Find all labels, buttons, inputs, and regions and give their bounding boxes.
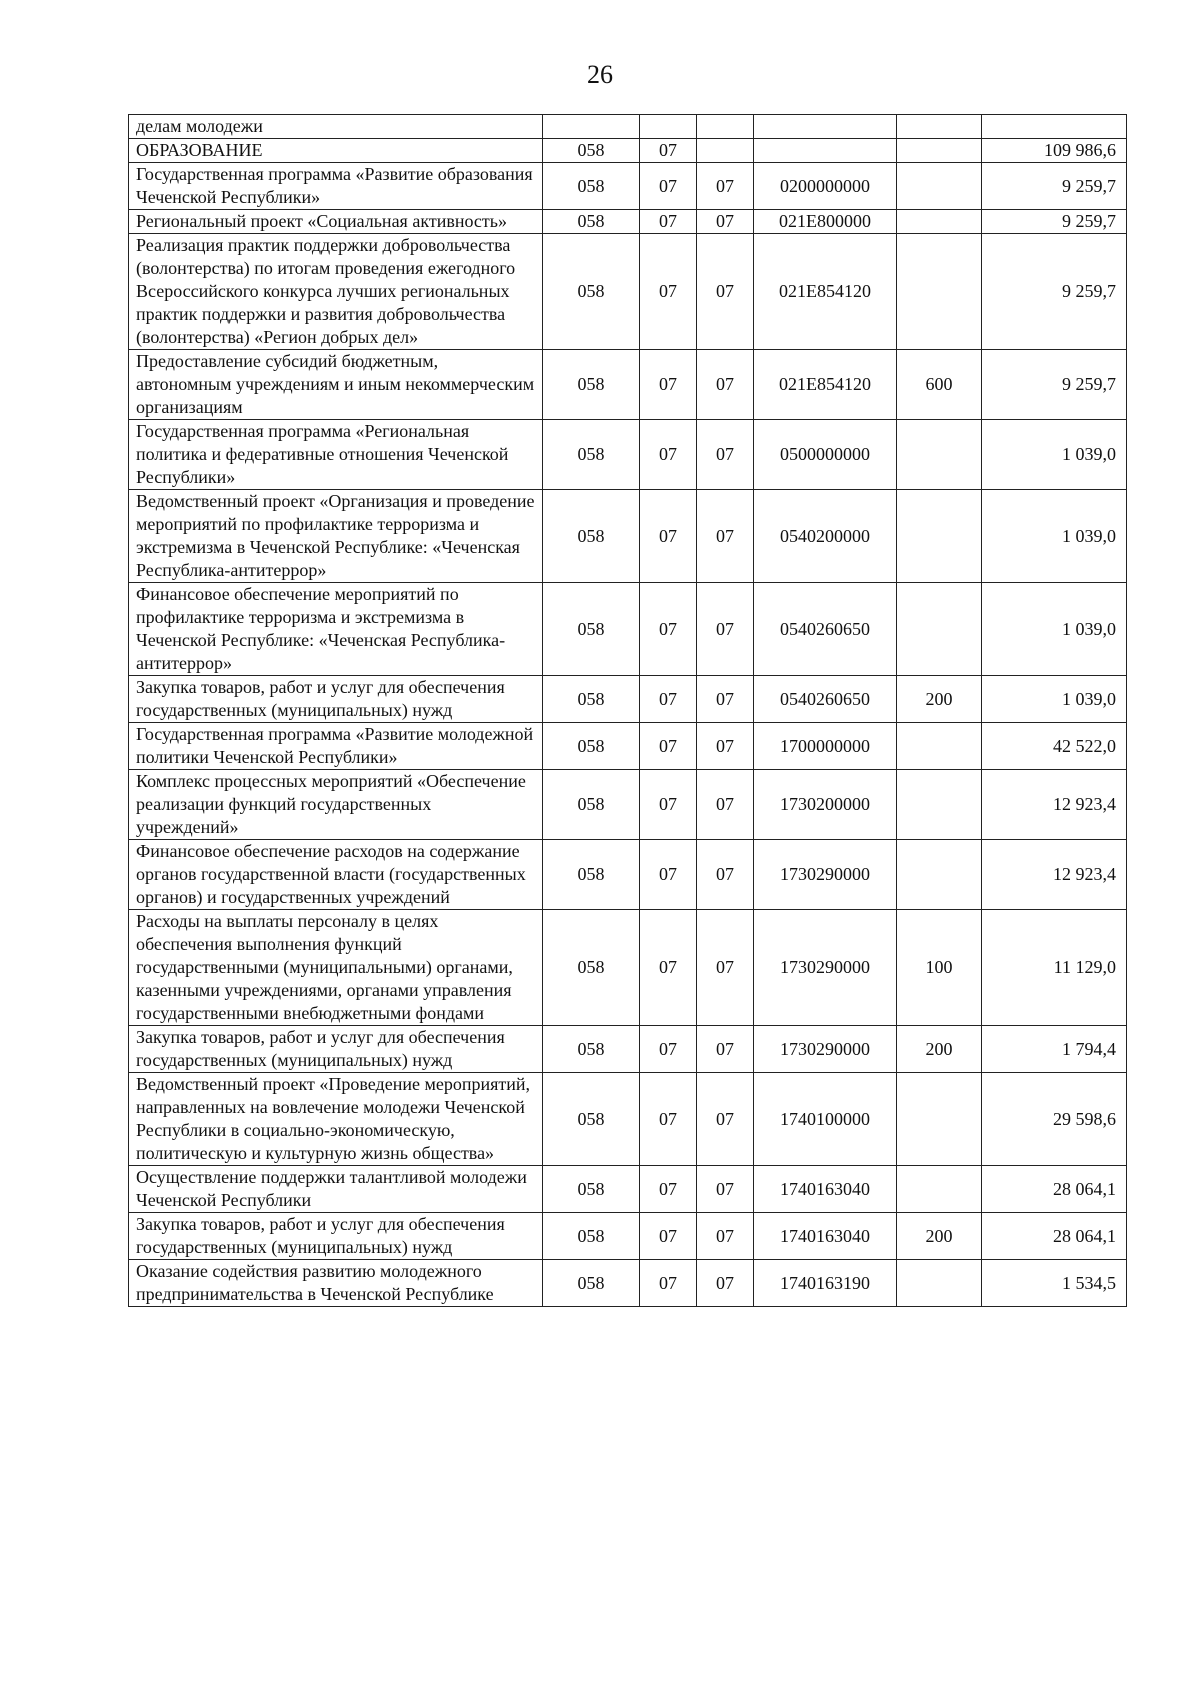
row-target-article-code: 1740163040 (754, 1213, 897, 1260)
row-name: Ведомственный проект «Организация и проведение мероприятий по профилактике терроризма и экстремизма в Чеченской Республике: «Чеченская Республика-антитеррор» (129, 490, 543, 583)
row-section-code: 07 (640, 723, 697, 770)
row-subsection-code: 07 (697, 1213, 754, 1260)
row-section-code: 07 (640, 1260, 697, 1307)
row-amount: 12 923,4 (982, 770, 1127, 840)
table-row (129, 163, 1127, 210)
row-subsection-code: 07 (697, 1260, 754, 1307)
row-target-article-code: 0540200000 (754, 490, 897, 583)
row-name: Финансовое обеспечение расходов на содержание органов государственной власти (государственных органов) и государственных учреждений (129, 840, 543, 910)
row-amount: 29 598,6 (982, 1073, 1127, 1166)
row-grbs-code: 058 (543, 210, 640, 234)
row-subsection-code: 07 (697, 583, 754, 676)
table-row (129, 1260, 1127, 1307)
row-expense-type-code: 200 (897, 1213, 982, 1260)
row-target-article-code: 0200000000 (754, 163, 897, 210)
row-amount: 109 986,6 (982, 139, 1127, 163)
row-target-article-code: 1700000000 (754, 723, 897, 770)
row-amount: 28 064,1 (982, 1166, 1127, 1213)
table-row (129, 1026, 1127, 1073)
table-row (129, 490, 1127, 583)
table-row (129, 1213, 1127, 1260)
row-grbs-code: 058 (543, 1213, 640, 1260)
row-amount: 1 039,0 (982, 676, 1127, 723)
row-grbs-code (543, 115, 640, 139)
row-expense-type-code (897, 115, 982, 139)
row-subsection-code: 07 (697, 1026, 754, 1073)
row-amount: 1 534,5 (982, 1260, 1127, 1307)
row-subsection-code: 07 (697, 840, 754, 910)
row-subsection-code: 07 (697, 234, 754, 350)
row-section-code: 07 (640, 910, 697, 1026)
row-subsection-code: 07 (697, 210, 754, 234)
row-section-code: 07 (640, 583, 697, 676)
row-grbs-code: 058 (543, 1166, 640, 1213)
row-section-code: 07 (640, 1026, 697, 1073)
row-section-code: 07 (640, 840, 697, 910)
row-subsection-code: 07 (697, 1073, 754, 1166)
row-name: Оказание содействия развитию молодежного предпринимательства в Чеченской Республике (129, 1260, 543, 1307)
row-target-article-code: 0500000000 (754, 420, 897, 490)
row-grbs-code: 058 (543, 770, 640, 840)
row-subsection-code: 07 (697, 163, 754, 210)
row-expense-type-code (897, 1073, 982, 1166)
page-number: 26 (587, 60, 613, 89)
row-subsection-code: 07 (697, 350, 754, 420)
row-grbs-code: 058 (543, 420, 640, 490)
row-grbs-code: 058 (543, 583, 640, 676)
row-target-article-code: 1740100000 (754, 1073, 897, 1166)
row-name: Расходы на выплаты персоналу в целях обеспечения выполнения функций государственными (муниципальными) органами, казенными учреждениями, органами управления государственными внебюджетными фондами (129, 910, 543, 1026)
row-amount (982, 115, 1127, 139)
row-expense-type-code (897, 1166, 982, 1213)
row-target-article-code: 0540260650 (754, 676, 897, 723)
row-target-article-code: 1740163040 (754, 1166, 897, 1213)
row-section-code: 07 (640, 210, 697, 234)
table-row (129, 583, 1127, 676)
row-expense-type-code: 600 (897, 350, 982, 420)
row-section-code: 07 (640, 350, 697, 420)
table-row (129, 910, 1127, 1026)
row-expense-type-code (897, 210, 982, 234)
row-target-article-code: 021E854120 (754, 350, 897, 420)
table-row (129, 420, 1127, 490)
row-target-article-code: 1730290000 (754, 1026, 897, 1073)
row-section-code: 07 (640, 1073, 697, 1166)
row-expense-type-code (897, 420, 982, 490)
row-target-article-code: 1730290000 (754, 840, 897, 910)
row-subsection-code: 07 (697, 723, 754, 770)
row-section-code: 07 (640, 420, 697, 490)
row-expense-type-code (897, 163, 982, 210)
row-target-article-code (754, 115, 897, 139)
row-name: Государственная программа «Региональная политика и федеративные отношения Чеченской Республики» (129, 420, 543, 490)
row-amount: 42 522,0 (982, 723, 1127, 770)
row-section-code: 07 (640, 163, 697, 210)
row-section-code: 07 (640, 1213, 697, 1260)
budget-table (128, 114, 1127, 1307)
row-subsection-code: 07 (697, 490, 754, 583)
table-row (129, 210, 1127, 234)
row-amount: 1 039,0 (982, 420, 1127, 490)
row-expense-type-code: 200 (897, 676, 982, 723)
table-row (129, 770, 1127, 840)
row-section-code: 07 (640, 234, 697, 350)
row-name: Реализация практик поддержки добровольчества (волонтерства) по итогам проведения ежегодного Всероссийского конкурса лучших региональных практик поддержки и развития добровольчества (волонтерства) «Регион добрых дел» (129, 234, 543, 350)
table-row (129, 139, 1127, 163)
row-subsection-code: 07 (697, 910, 754, 1026)
row-expense-type-code: 100 (897, 910, 982, 1026)
row-expense-type-code (897, 723, 982, 770)
row-section-code: 07 (640, 676, 697, 723)
row-target-article-code: 0540260650 (754, 583, 897, 676)
row-section-code: 07 (640, 139, 697, 163)
row-amount: 11 129,0 (982, 910, 1127, 1026)
row-grbs-code: 058 (543, 163, 640, 210)
row-amount: 1 039,0 (982, 490, 1127, 583)
row-name: Закупка товаров, работ и услуг для обеспечения государственных (муниципальных) нужд (129, 676, 543, 723)
table-row (129, 234, 1127, 350)
row-amount: 9 259,7 (982, 210, 1127, 234)
row-expense-type-code: 200 (897, 1026, 982, 1073)
row-name: делам молодежи (129, 115, 543, 139)
row-grbs-code: 058 (543, 676, 640, 723)
row-target-article-code: 1730290000 (754, 910, 897, 1026)
row-expense-type-code (897, 840, 982, 910)
row-target-article-code (754, 139, 897, 163)
table-row (129, 115, 1127, 139)
row-amount: 1 039,0 (982, 583, 1127, 676)
row-grbs-code: 058 (543, 1073, 640, 1166)
table-row (129, 676, 1127, 723)
row-expense-type-code (897, 583, 982, 676)
row-amount: 28 064,1 (982, 1213, 1127, 1260)
row-grbs-code: 058 (543, 350, 640, 420)
row-target-article-code: 021E800000 (754, 210, 897, 234)
row-grbs-code: 058 (543, 723, 640, 770)
row-target-article-code: 1730200000 (754, 770, 897, 840)
row-section-code: 07 (640, 770, 697, 840)
row-subsection-code (697, 139, 754, 163)
row-name: Предоставление субсидий бюджетным, автономным учреждениям и иным некоммерческим организациям (129, 350, 543, 420)
row-expense-type-code (897, 234, 982, 350)
row-target-article-code: 021E854120 (754, 234, 897, 350)
row-expense-type-code (897, 1260, 982, 1307)
table-row (129, 723, 1127, 770)
row-amount: 9 259,7 (982, 234, 1127, 350)
row-grbs-code: 058 (543, 910, 640, 1026)
row-name: Ведомственный проект «Проведение мероприятий, направленных на вовлечение молодежи Чеченской Республики в социально-экономическую, политическую и культурную жизнь общества» (129, 1073, 543, 1166)
row-subsection-code: 07 (697, 676, 754, 723)
row-name: Закупка товаров, работ и услуг для обеспечения государственных (муниципальных) нужд (129, 1026, 543, 1073)
row-amount: 9 259,7 (982, 163, 1127, 210)
row-grbs-code: 058 (543, 234, 640, 350)
row-subsection-code: 07 (697, 1166, 754, 1213)
row-name: Государственная программа «Развитие молодежной политики Чеченской Республики» (129, 723, 543, 770)
row-name: Комплекс процессных мероприятий «Обеспечение реализации функций государственных учреждений» (129, 770, 543, 840)
row-amount: 1 794,4 (982, 1026, 1127, 1073)
row-amount: 9 259,7 (982, 350, 1127, 420)
row-name: Государственная программа «Развитие образования Чеченской Республики» (129, 163, 543, 210)
row-grbs-code: 058 (543, 490, 640, 583)
row-name: ОБРАЗОВАНИЕ (129, 139, 543, 163)
row-grbs-code: 058 (543, 139, 640, 163)
row-expense-type-code (897, 490, 982, 583)
table-row (129, 1073, 1127, 1166)
row-section-code: 07 (640, 490, 697, 583)
row-target-article-code: 1740163190 (754, 1260, 897, 1307)
table-row (129, 350, 1127, 420)
budget-table-body (129, 115, 1127, 1307)
row-grbs-code: 058 (543, 1026, 640, 1073)
row-name: Осуществление поддержки талантливой молодежи Чеченской Республики (129, 1166, 543, 1213)
row-name: Региональный проект «Социальная активность» (129, 210, 543, 234)
table-row (129, 840, 1127, 910)
row-expense-type-code (897, 139, 982, 163)
row-grbs-code: 058 (543, 1260, 640, 1307)
table-row (129, 1166, 1127, 1213)
row-expense-type-code (897, 770, 982, 840)
row-section-code: 07 (640, 1166, 697, 1213)
row-amount: 12 923,4 (982, 840, 1127, 910)
row-grbs-code: 058 (543, 840, 640, 910)
row-name: Закупка товаров, работ и услуг для обеспечения государственных (муниципальных) нужд (129, 1213, 543, 1260)
row-subsection-code (697, 115, 754, 139)
row-subsection-code: 07 (697, 770, 754, 840)
row-name: Финансовое обеспечение мероприятий по профилактике терроризма и экстремизма в Чеченской Республике: «Чеченская Республика-антитеррор» (129, 583, 543, 676)
row-subsection-code: 07 (697, 420, 754, 490)
row-section-code (640, 115, 697, 139)
